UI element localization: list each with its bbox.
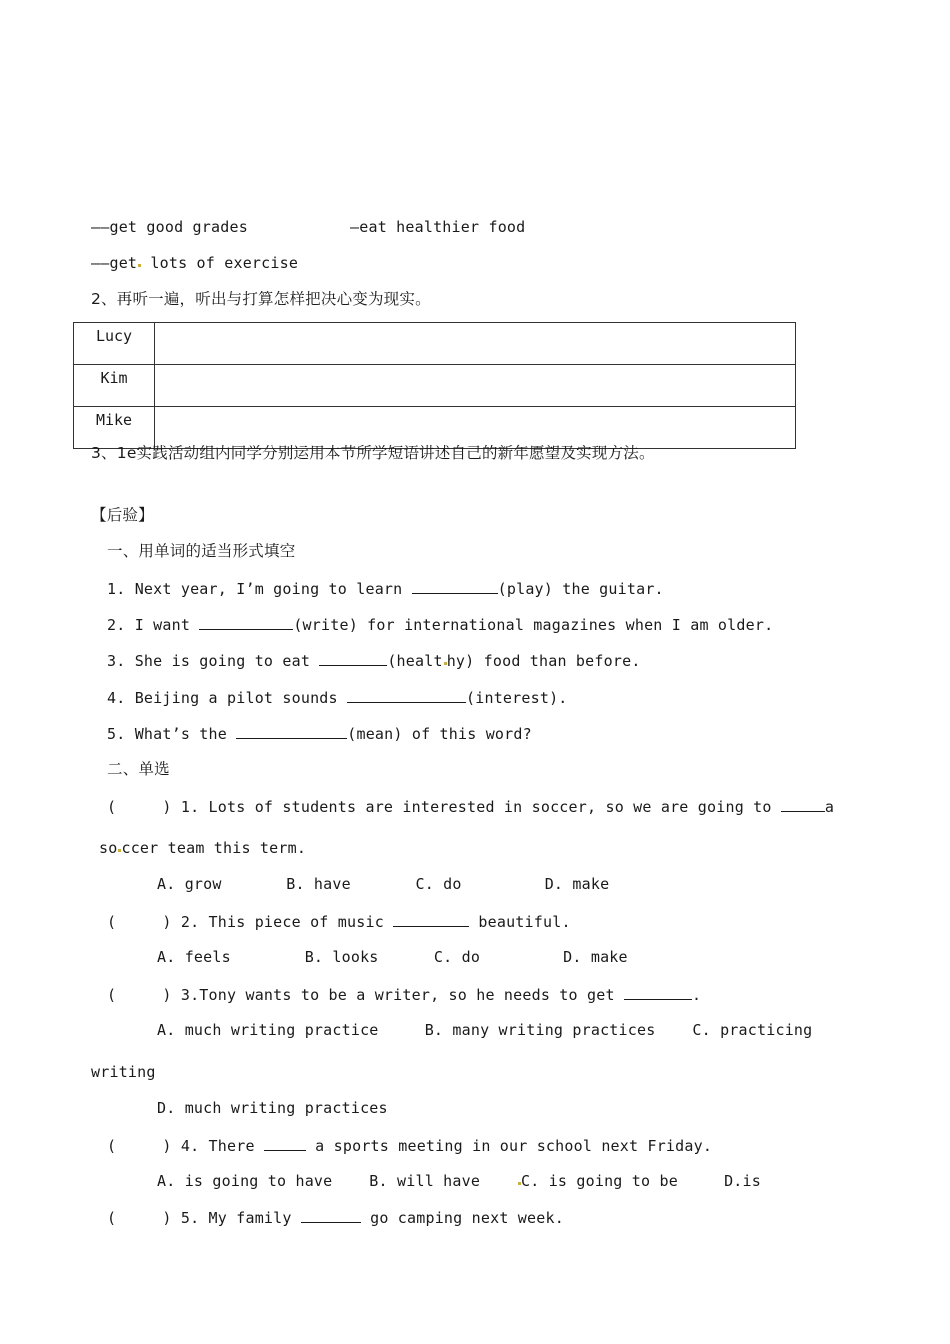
answer-blank[interactable] (236, 723, 347, 739)
phrase-eat-healthier-food: —eat healthier food (350, 218, 526, 236)
task-3-instruction: 3、1e实践活动组内同学分别运用本节所学短语讲述自己的新年愿望及实现方法。 (91, 444, 655, 462)
question-1: ( ) 1. Lots of students are interested in soccer, so we are going to a (107, 798, 835, 816)
answer-blank[interactable] (393, 911, 469, 927)
question-2-options: A. feels B. looks C. do D. make (157, 948, 628, 966)
question-4: ( ) 4. There a sports meeting in our school next Friday. (107, 1137, 713, 1155)
table-answer-cell[interactable] (155, 323, 796, 365)
question-1-options: A. grow B. have C. do D. make (157, 875, 610, 893)
question-3: ( ) 3.Tony wants to be a writer, so he needs to get . (107, 986, 702, 1004)
after-test-heading: 【后验】 (91, 506, 154, 524)
fill-item-5: 5. What’s the (mean) of this word? (107, 725, 532, 743)
table-row (74, 365, 796, 407)
table-row (74, 323, 796, 365)
answer-blank[interactable] (412, 578, 498, 594)
question-1-continued: so ccer team this term. (99, 839, 307, 857)
answer-blank[interactable] (319, 650, 387, 666)
question-4-options: A. is going to have B. will have C. is going to be D.is (157, 1172, 761, 1190)
question-2: ( ) 2. This piece of music beautiful. (107, 913, 571, 931)
resolution-table (73, 322, 796, 449)
section-2-title: 二、单选 (107, 760, 170, 778)
phrase-get-exercise-b: lots of exercise (141, 254, 299, 272)
phrase-get-good-grades: ——get good grades (91, 218, 248, 236)
answer-blank[interactable] (624, 984, 692, 1000)
answer-blank[interactable] (301, 1207, 361, 1223)
answer-blank[interactable] (781, 796, 825, 812)
answer-blank[interactable] (264, 1135, 306, 1151)
answer-blank[interactable] (347, 687, 466, 703)
question-3-options-continued: writing (91, 1063, 156, 1081)
answer-blank[interactable] (199, 614, 293, 630)
table-name-cell: Kim (74, 365, 155, 407)
phrase-get-exercise (91, 253, 298, 273)
fill-item-3: 3. She is going to eat (healt hy) food than before. (107, 652, 641, 670)
question-3-option-d: D. much writing practices (157, 1099, 388, 1117)
task-2-instruction: 2、再听一遍，听出与打算怎样把决心变为现实。 (91, 290, 431, 308)
question-3-options: A. much writing practice B. many writing practices C. practicing (157, 1021, 813, 1039)
table-answer-cell[interactable] (155, 365, 796, 407)
fill-item-1: 1. Next year, I’m going to learn (play) the guitar. (107, 580, 664, 598)
fill-item-4: 4. Beijing a pilot sounds (interest). (107, 689, 568, 707)
table-name-cell: Lucy (74, 323, 155, 365)
table-name-cell: Mike (74, 407, 155, 449)
phrase-get-exercise-a: ——get (91, 254, 138, 272)
fill-item-2: 2. I want (write) for international magazines when I am older. (107, 616, 774, 634)
section-1-title: 一、用单词的适当形式填空 (107, 542, 296, 560)
question-5: ( ) 5. My family go camping next week. (107, 1209, 564, 1227)
